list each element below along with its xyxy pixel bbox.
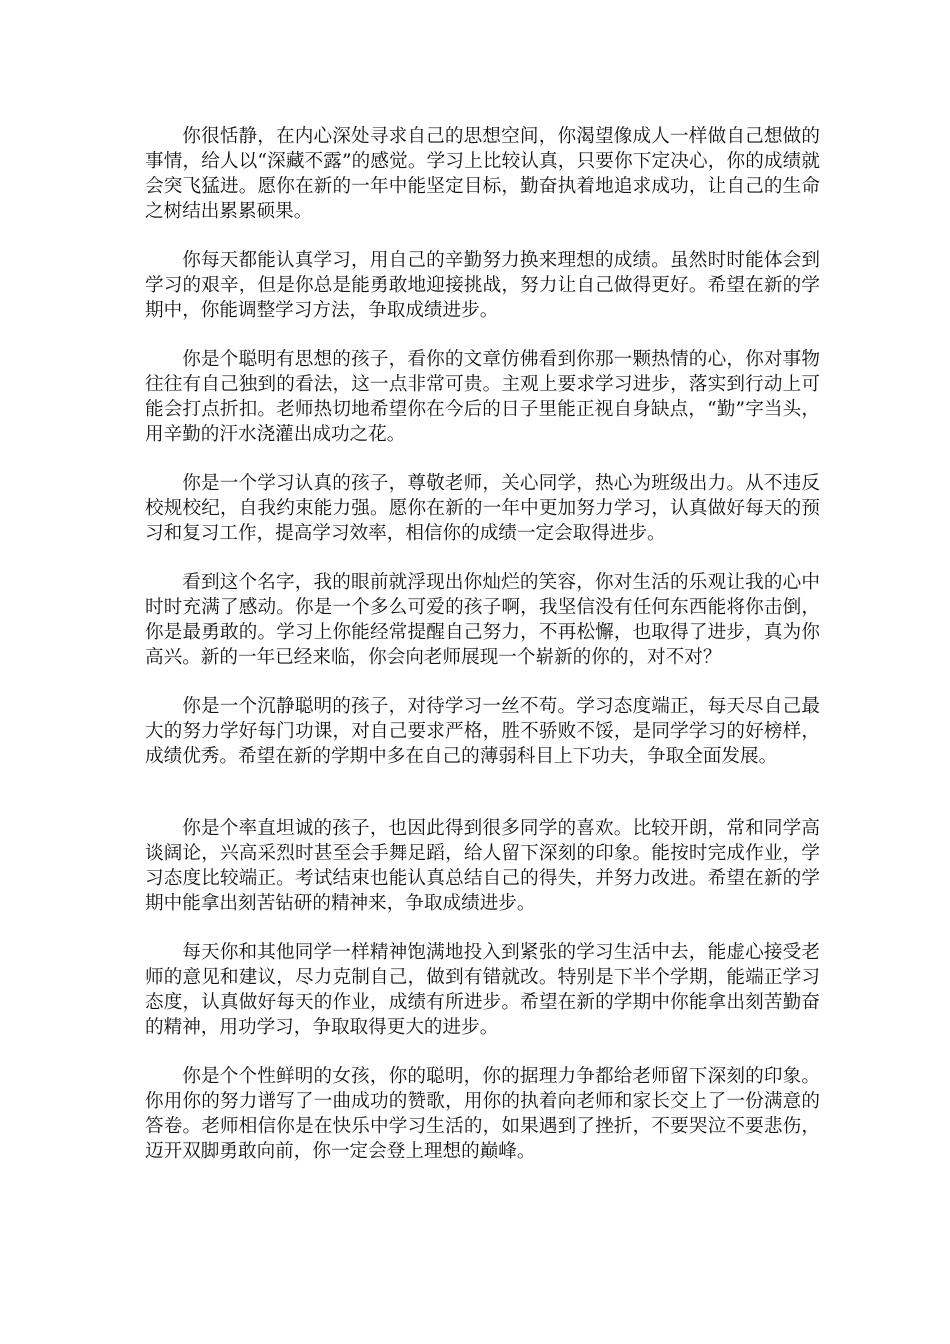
document-body xyxy=(145,124,820,1164)
comment-paragraph-6: 你是一个沉静聪明的孩子，对待学习一丝不苟。学习态度端正，每天尽自己最大的努力学好每门功课，对自己要求严格，胜不骄败不馁，是同学学习的好榜样，成绩优秀。希望在新的学期中多在自己的薄弱科目上下功夫，争取全面发展。 xyxy=(145,696,820,767)
comment-paragraph-3: 你是个聪明有思想的孩子，看你的文章仿佛看到你那一颗热情的心，你对事物往往有自己独到的看法，这一点非常可贵。主观上要求学习进步，落实到行动上可能会打点折扣。老师热切地希望你在今后的日子里能正视自身缺点，“勤”字当头，用辛勤的汗水浇灌出成功之花。 xyxy=(145,349,820,445)
comment-paragraph-7: 你是个率直坦诚的孩子，也因此得到很多同学的喜欢。比较开朗，常和同学高谈阔论，兴高采烈时甚至会手舞足蹈，给人留下深刻的印象。能按时完成作业，学习态度比较端正。考试结束也能认真总结自己的得失，并努力改进。希望在新的学期中能拿出刻苦钻研的精神来，争取成绩进步。 xyxy=(145,818,820,914)
comment-paragraph-2: 你每天都能认真学习，用自己的辛勤努力换来理想的成绩。虽然时时能体会到学习的艰辛，但是你总是能勇敢地迎接挑战，努力让自己做得更好。希望在新的学期中，你能调整学习方法，争取成绩进步。 xyxy=(145,250,820,321)
comment-paragraph-9: 你是个个性鲜明的女孩，你的聪明，你的据理力争都给老师留下深刻的印象。你用你的努力谱写了一曲成功的赞歌，用你的执着向老师和家长交上了一份满意的答卷。老师相信你是在快乐中学习生活的，如果遇到了挫折，不要哭泣不要悲伤，迈开双脚勇敢向前，你一定会登上理想的巅峰。 xyxy=(145,1066,820,1162)
comment-paragraph-5: 看到这个名字，我的眼前就浮现出你灿烂的笑容，你对生活的乐观让我的心中时时充满了感动。你是一个多么可爱的孩子啊，我坚信没有任何东西能将你击倒，你是最勇敢的。学习上你能经常提醒自己努力，不再松懈，也取得了进步，真为你高兴。新的一年已经来临，你会向老师展现一个崭新的你的，对不对？ xyxy=(145,572,820,668)
comment-paragraph-8: 每天你和其他同学一样精神饱满地投入到紧张的学习生活中去，能虚心接受老师的意见和建议，尽力克制自己，做到有错就改。特别是下半个学期，能端正学习态度，认真做好每天的作业，成绩有所进步。希望在新的学期中你能拿出刻苦勤奋的精神，用功学习，争取取得更大的进步。 xyxy=(145,942,820,1038)
comment-paragraph-4: 你是一个学习认真的孩子，尊敬老师，关心同学，热心为班级出力。从不违反校规校纪，自我约束能力强。愿你在新的一年中更加努力学习，认真做好每天的预习和复习工作，提高学习效率，相信你的成绩一定会取得进步。 xyxy=(145,473,820,544)
comment-paragraph-1: 你很恬静，在内心深处寻求自己的思想空间，你渴望像成人一样做自己想做的事情，给人以“深藏不露”的感觉。学习上比较认真，只要你下定决心，你的成绩就会突飞猛进。愿你在新的一年中能坚定目标，勤奋执着地追求成功，让自己的生命之树结出累累硕果。 xyxy=(145,126,820,222)
